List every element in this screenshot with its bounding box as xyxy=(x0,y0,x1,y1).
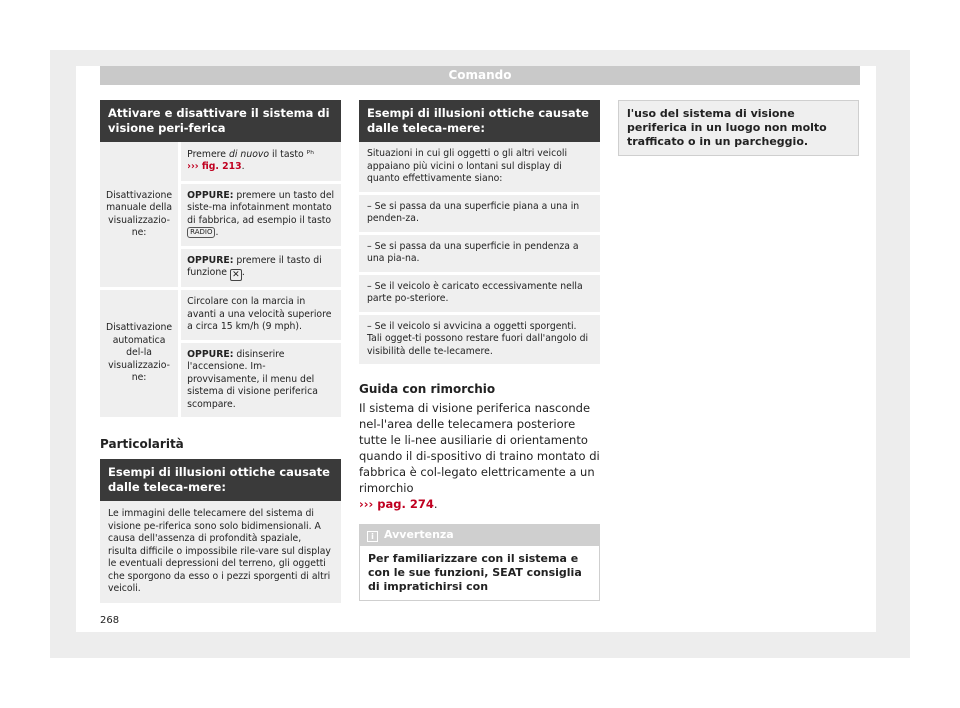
activation-table xyxy=(100,142,341,417)
table-title: Attivare e disattivare il sistema di visione peri-ferica xyxy=(100,100,341,142)
info-icon: i xyxy=(367,531,378,542)
examples-box-title: Esempi di illusioni ottiche causate dalle teleca-mere: xyxy=(359,100,600,142)
page-link-arrows: ››› xyxy=(359,497,374,511)
fig-link[interactable]: fig. 213 xyxy=(198,161,242,173)
list-item: – Se il veicolo è caricato eccessivamente nella parte po-steriore. xyxy=(359,275,600,315)
fig-link-arrows: ››› xyxy=(187,161,199,173)
warning-box xyxy=(359,524,600,601)
warning-header: i Avvertenza xyxy=(359,524,600,546)
row-label-auto: Disattivazione automatica del-la visualizzazio-ne: xyxy=(100,289,180,418)
manual-step-1: Premere di nuovo il tasto ᴾʰ ››› fig. 213. xyxy=(180,142,341,182)
parking-camera-key-icon: ᴾʰ xyxy=(306,148,314,160)
list-item: – Se si passa da una superficie in pendenza a una pia-na. xyxy=(359,235,600,275)
warning-continuation: l'uso del sistema di visione periferica in un luogo non molto trafficato o in un parcheggio. xyxy=(618,100,859,156)
close-key-icon: ✕ xyxy=(230,269,242,281)
left-column xyxy=(100,100,341,603)
list-item: – Se il veicolo si avvicina a oggetti sporgenti. Tali ogget-ti possono restare fuori dall'angolo di visibilità delle te-lecamere. xyxy=(359,315,600,365)
illusions-box-title: Esempi di illusioni ottiche causate dalle teleca-mere: xyxy=(100,459,341,501)
table-row xyxy=(100,142,341,182)
radio-key-icon: RADIO xyxy=(187,227,215,238)
page-link[interactable]: pag. 274 xyxy=(373,497,434,511)
list-item: – Se si passa da una superficie piana a una in penden-za. xyxy=(359,195,600,235)
section-heading-guida: Guida con rimorchio xyxy=(359,382,496,396)
manual-step-3: OPPURE: premere il tasto di funzione ✕ . xyxy=(180,247,341,289)
middle-column xyxy=(359,100,600,601)
warning-text: Per familiarizzare con il sistema e con le sue funzioni, SEAT consiglia di impratichirsi con xyxy=(359,546,600,601)
list-item: Situazioni in cui gli oggetti o gli altri veicoli appaiano più vicini o lontani sul display di quanto effettivamente siano: xyxy=(359,142,600,195)
right-column xyxy=(618,100,859,156)
page-header: Comando xyxy=(100,66,860,85)
page-number: 268 xyxy=(100,615,120,626)
auto-step-1: Circolare con la marcia in avanti a una velocità superiore a circa 15 km/h (9 mph). xyxy=(180,289,341,342)
auto-step-2: OPPURE: disinserire l'accensione. Im-provvisamente, il menu del sistema di visione periferica scompare. xyxy=(180,341,341,417)
trailer-paragraph: Il sistema di visione periferica nasconde nel-l'area delle telecamera posteriore tutte le li-nee ausiliarie di orientamento quando il di-spositivo di traino montato di fabbrica è col-legato elettricamente a un rimorchio ››› pag. 274. xyxy=(359,401,600,511)
illusions-box-text: Le immagini delle telecamere del sistema di visione pe-riferica sono solo bidimensionali. A causa dell'assenza di profondità spaziale, risulta difficile o impossibile rile-vare sul display le eventuali depressioni del terreno, gli oggetti che sporgono da esso o i pezzi sporgenti di altri veicoli. xyxy=(100,501,341,603)
manual-step-2: OPPURE: premere un tasto del siste-ma infotainment montato di fabbrica, ad esempio il tasto RADIO . xyxy=(180,182,341,247)
row-label-manual: Disattivazione manuale della visualizzazio-ne: xyxy=(100,142,180,289)
trailer-section xyxy=(359,382,600,512)
table-row xyxy=(100,289,341,342)
section-heading-particolarita: Particolarità xyxy=(100,437,184,451)
